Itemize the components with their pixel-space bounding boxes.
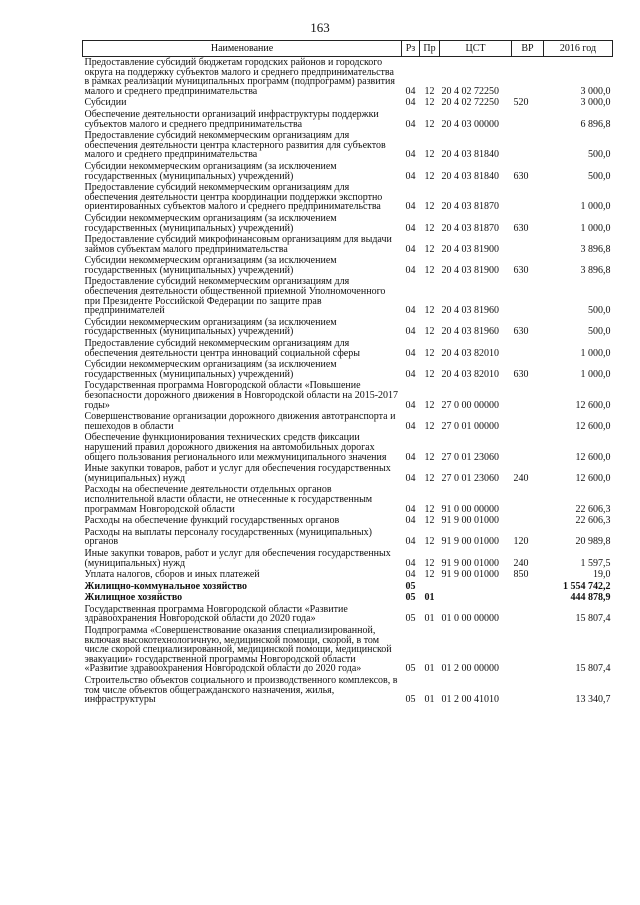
cell-amount: 1 000,0 — [580, 201, 611, 213]
cell-vr: 630 — [513, 326, 529, 338]
cell-name: Расходы на обеспечение деятельности отдельных органов исполнительной власти области, не отнесенные к государственным программам Новгородской области — [84, 484, 373, 515]
cell-amount: 500,0 — [588, 305, 611, 317]
cell-pr: 12 — [424, 305, 435, 317]
cell-cst: 91 9 00 01000 — [441, 557, 499, 569]
cell-vr: 240 — [513, 472, 529, 484]
cell-pr — [420, 581, 440, 593]
cell-name: Обеспечение деятельности организаций инфраструктуры поддержки субъектов малого и среднего предпринимательства — [84, 108, 379, 130]
column-header-year: 2016 год — [544, 41, 613, 57]
cell-vr — [512, 592, 544, 604]
cell-pr: 12 — [424, 515, 435, 527]
table-row — [83, 432, 613, 463]
cell-rz: 04 — [405, 149, 416, 161]
column-header-name: Наименование — [83, 41, 402, 57]
cell-rz: 04 — [405, 420, 416, 432]
table-row — [83, 484, 613, 515]
cell-amount: 1 000,0 — [580, 368, 611, 380]
cell-vr — [512, 484, 544, 515]
table-row — [83, 255, 613, 276]
cell-cst: 91 9 00 01000 — [441, 536, 499, 548]
table-row — [83, 625, 613, 675]
cell-cst: 01 0 00 00000 — [441, 613, 499, 625]
cell-rz: 04 — [405, 305, 416, 317]
cell-amount: 500,0 — [588, 149, 611, 161]
cell-rz: 04 — [405, 347, 416, 359]
cell-rz: 04 — [405, 569, 416, 581]
cell-pr: 01 — [424, 592, 435, 604]
cell-rz: 04 — [405, 451, 416, 463]
cell-pr: 12 — [424, 503, 435, 515]
cell-vr — [512, 604, 544, 625]
cell-pr: 12 — [424, 201, 435, 213]
cell-vr — [512, 411, 544, 432]
cell-cst — [440, 581, 512, 593]
cell-pr: 12 — [424, 420, 435, 432]
cell-cst: 27 0 01 23060 — [441, 472, 499, 484]
cell-pr: 12 — [424, 222, 435, 234]
cell-rz: 05 — [405, 580, 416, 592]
cell-pr: 12 — [424, 118, 435, 130]
cell-name: Предоставление субсидий некоммерческим организациям для обеспечения деятельности центра кластерного развития для субъектов малого и среднего предпринимательства — [84, 130, 386, 161]
cell-rz: 04 — [405, 399, 416, 411]
table-row — [83, 411, 613, 432]
cell-amount: 12 600,0 — [575, 451, 611, 463]
cell-name: Строительство объектов социального и производственного комплексов, в том числе объектов общегражданского назначения, жилья, инфраструктуры — [84, 675, 398, 706]
table-row — [83, 276, 613, 316]
table-row — [83, 675, 613, 706]
table-row — [83, 338, 613, 359]
cell-rz: 04 — [405, 97, 416, 109]
cell-amount: 12 600,0 — [575, 420, 611, 432]
table-row — [83, 97, 613, 109]
cell-name: Субсидии некоммерческим организациям (за исключением государственных (муниципальных) учреждений) — [84, 359, 337, 380]
cell-rz: 05 — [405, 613, 416, 625]
cell-cst: 01 2 00 41010 — [441, 694, 499, 706]
cell-vr: 630 — [513, 368, 529, 380]
cell-pr: 12 — [424, 399, 435, 411]
cell-rz: 04 — [405, 170, 416, 182]
cell-name: Субсидии некоммерческим организациям (за исключением государственных (муниципальных) учреждений) — [84, 212, 337, 234]
cell-pr: 12 — [424, 149, 435, 161]
cell-rz: 04 — [405, 368, 416, 380]
cell-vr: 630 — [513, 222, 529, 234]
cell-amount: 20 989,8 — [575, 536, 611, 548]
cell-pr: 12 — [424, 347, 435, 359]
table-row — [83, 463, 613, 484]
cell-vr — [512, 130, 544, 161]
cell-name: Подпрограмма «Совершенствование оказания специализированной, включая высокотехнологичную, медицинской помощи, скорой, в том числе скорой специализированной, медицинской помощи, медицинской эвакуации» государственной программы Новгородской области «Развитие здравоохранения Новгородской области до 2020 года» — [84, 625, 392, 675]
cell-name: Предоставление субсидий некоммерческим организациям для обеспечения деятельности центра координации поддержки экспортно ориентированных субъектов малого и среднего предпринимательства — [84, 182, 383, 213]
cell-name: Государственная программа Новгородской области «Повышение безопасности дорожного движения в Новгородской области на 2015-2017 годы» — [84, 380, 399, 411]
cell-rz: 04 — [405, 472, 416, 484]
cell-pr: 12 — [424, 368, 435, 380]
table-row — [83, 380, 613, 411]
column-header-vr: ВР — [512, 41, 544, 57]
cell-vr: 240 — [513, 557, 529, 569]
cell-pr: 12 — [424, 472, 435, 484]
cell-amount: 15 807,4 — [575, 663, 611, 675]
cell-pr: 12 — [424, 170, 435, 182]
cell-pr: 12 — [424, 243, 435, 255]
cell-amount: 12 600,0 — [575, 472, 611, 484]
table-row — [83, 604, 613, 625]
cell-cst: 20 4 03 81960 — [441, 305, 499, 317]
cell-amount: 500,0 — [588, 170, 611, 182]
cell-rz: 04 — [405, 557, 416, 569]
cell-vr: 850 — [513, 569, 529, 581]
cell-name: Предоставление субсидий микрофинансовым организациям для выдачи займов субъектам малого предпринимательства — [84, 234, 392, 255]
cell-name: Государственная программа Новгородской области «Развитие здравоохранения Новгородской области до 2020 года» — [84, 603, 348, 625]
cell-cst: 20 4 03 81840 — [441, 149, 499, 161]
table-row — [83, 109, 613, 130]
cell-vr — [512, 57, 544, 98]
cell-cst: 01 2 00 00000 — [441, 663, 499, 675]
cell-cst: 20 4 03 81900 — [441, 264, 499, 276]
cell-rz: 05 — [405, 694, 416, 706]
cell-amount: 6 896,8 — [580, 118, 611, 130]
cell-rz: 04 — [405, 503, 416, 515]
cell-pr: 01 — [424, 613, 435, 625]
cell-cst: 91 0 00 00000 — [441, 503, 499, 515]
cell-vr — [512, 581, 544, 593]
cell-cst: 20 4 03 81900 — [441, 243, 499, 255]
table-row — [83, 569, 613, 581]
cell-amount: 1 000,0 — [580, 222, 611, 234]
cell-cst: 27 0 00 00000 — [441, 399, 499, 411]
cell-pr: 12 — [424, 536, 435, 548]
cell-vr: 630 — [513, 264, 529, 276]
cell-cst — [440, 592, 512, 604]
column-header-cst: ЦСТ — [440, 41, 512, 57]
table-row — [83, 527, 613, 548]
table-row — [83, 515, 613, 527]
cell-rz: 04 — [405, 515, 416, 527]
cell-rz: 04 — [405, 264, 416, 276]
cell-vr — [512, 380, 544, 411]
cell-amount: 444 878,9 — [570, 592, 611, 604]
table-row — [83, 182, 613, 213]
cell-vr — [512, 109, 544, 130]
cell-rz: 04 — [405, 222, 416, 234]
cell-name: Иные закупки товаров, работ и услуг для обеспечения государственных (муниципальных) нужд — [84, 463, 391, 484]
table-row — [83, 548, 613, 569]
cell-cst: 20 4 03 81870 — [441, 222, 499, 234]
cell-cst: 20 4 03 81960 — [441, 326, 499, 338]
cell-vr: 520 — [513, 97, 529, 109]
cell-name: Жилищно-коммунальное хозяйство — [84, 580, 248, 592]
cell-cst: 27 0 01 00000 — [441, 420, 499, 432]
cell-rz: 04 — [405, 201, 416, 213]
cell-pr: 01 — [424, 663, 435, 675]
table-row — [83, 359, 613, 380]
cell-cst: 91 9 00 01000 — [441, 515, 499, 527]
cell-cst: 91 9 00 01000 — [441, 569, 499, 581]
cell-amount: 500,0 — [588, 326, 611, 338]
cell-cst: 20 4 02 72250 — [441, 85, 499, 97]
cell-rz: 04 — [405, 118, 416, 130]
cell-vr: 630 — [513, 170, 529, 182]
cell-rz: 04 — [405, 536, 416, 548]
cell-name: Жилищное хозяйство — [84, 592, 183, 604]
table-row — [83, 317, 613, 338]
cell-vr — [512, 625, 544, 675]
cell-cst: 20 4 03 81840 — [441, 170, 499, 182]
cell-amount: 3 000,0 — [580, 97, 611, 109]
cell-vr — [512, 276, 544, 316]
cell-amount: 19,0 — [593, 569, 611, 581]
cell-cst: 27 0 01 23060 — [441, 451, 499, 463]
cell-vr: 120 — [513, 536, 529, 548]
cell-amount: 1 000,0 — [580, 347, 611, 359]
cell-name: Субсидии некоммерческим организациям (за исключением государственных (муниципальных) учреждений) — [84, 316, 337, 338]
cell-name: Иные закупки товаров, работ и услуг для обеспечения государственных (муниципальных) нужд — [84, 547, 391, 569]
table-row — [83, 130, 613, 161]
cell-vr — [512, 182, 544, 213]
cell-cst: 20 4 03 00000 — [441, 118, 499, 130]
cell-rz: 05 — [405, 663, 416, 675]
cell-name: Предоставление субсидий некоммерческим организациям для обеспечения деятельности общественной приемной Уполномоченного при Президенте Российской Федерации по защите прав предпринимателей — [84, 276, 386, 317]
cell-name: Субсидии — [84, 97, 127, 109]
table-body — [83, 57, 613, 706]
table-row — [83, 234, 613, 255]
cell-name: Обеспечение функционирования технических средств фиксации нарушений правил дорожного движения на автомобильных дорогах общего пользования регионального или межмуниципального значения — [84, 432, 387, 463]
cell-rz: 04 — [405, 326, 416, 338]
table-header — [83, 41, 613, 57]
cell-cst: 20 4 02 72250 — [441, 97, 499, 109]
cell-amount: 3 000,0 — [580, 85, 611, 97]
table-row — [83, 57, 613, 98]
cell-rz: 05 — [405, 592, 416, 604]
cell-name: Предоставление субсидий некоммерческим организациям для обеспечения деятельности центра инноваций социальной сферы — [84, 338, 360, 359]
table-row — [83, 213, 613, 234]
cell-name: Субсидии некоммерческим организациям (за исключением государственных (муниципальных) учреждений) — [84, 255, 337, 276]
cell-amount: 3 896,8 — [580, 264, 611, 276]
cell-pr: 12 — [424, 557, 435, 569]
cell-amount: 1 597,5 — [580, 557, 611, 569]
cell-name: Предоставление субсидий бюджетам городских районов и городского округа на поддержку субъектов малого и среднего предпринимательства в рамках реализации муниципальных программ (подпрограмм) развития малого и среднего предпринимательства — [84, 57, 395, 97]
table-row — [83, 161, 613, 182]
budget-table — [82, 40, 613, 706]
column-header-rz: Рз — [402, 41, 420, 57]
cell-vr — [512, 432, 544, 463]
cell-pr: 01 — [424, 694, 435, 706]
cell-name: Субсидии некоммерческим организациям (за исключением государственных (муниципальных) учреждений) — [84, 160, 337, 182]
cell-rz: 04 — [405, 243, 416, 255]
cell-cst: 20 4 03 82010 — [441, 368, 499, 380]
cell-amount: 13 340,7 — [575, 694, 611, 706]
cell-cst: 20 4 03 81870 — [441, 201, 499, 213]
table-row — [83, 581, 613, 593]
cell-amount: 3 896,8 — [580, 243, 611, 255]
cell-cst: 20 4 03 82010 — [441, 347, 499, 359]
cell-amount: 12 600,0 — [575, 399, 611, 411]
table-row — [83, 592, 613, 604]
cell-pr: 12 — [424, 451, 435, 463]
cell-pr: 12 — [424, 569, 435, 581]
cell-name: Совершенствование организации дорожного движения автотранспорта и пешеходов в области — [84, 411, 396, 432]
cell-vr — [512, 338, 544, 359]
cell-vr — [512, 675, 544, 706]
cell-pr: 12 — [424, 85, 435, 97]
page-number: 163 — [310, 20, 330, 35]
cell-pr: 12 — [424, 264, 435, 276]
cell-amount: 15 807,4 — [575, 613, 611, 625]
cell-amount: 1 554 742,2 — [563, 580, 611, 592]
cell-amount: 22 606,3 — [575, 515, 611, 527]
column-header-pr: Пр — [420, 41, 440, 57]
cell-vr — [512, 515, 544, 527]
cell-rz: 04 — [405, 85, 416, 97]
cell-name: Расходы на выплаты персоналу государственных (муниципальных) органов — [84, 526, 372, 548]
cell-amount: 22 606,3 — [575, 503, 611, 515]
cell-pr: 12 — [424, 97, 435, 109]
cell-vr — [512, 234, 544, 255]
cell-name: Уплата налогов, сборов и иных платежей — [84, 569, 260, 581]
cell-name: Расходы на обеспечение функций государственных органов — [84, 515, 340, 527]
cell-pr: 12 — [424, 326, 435, 338]
